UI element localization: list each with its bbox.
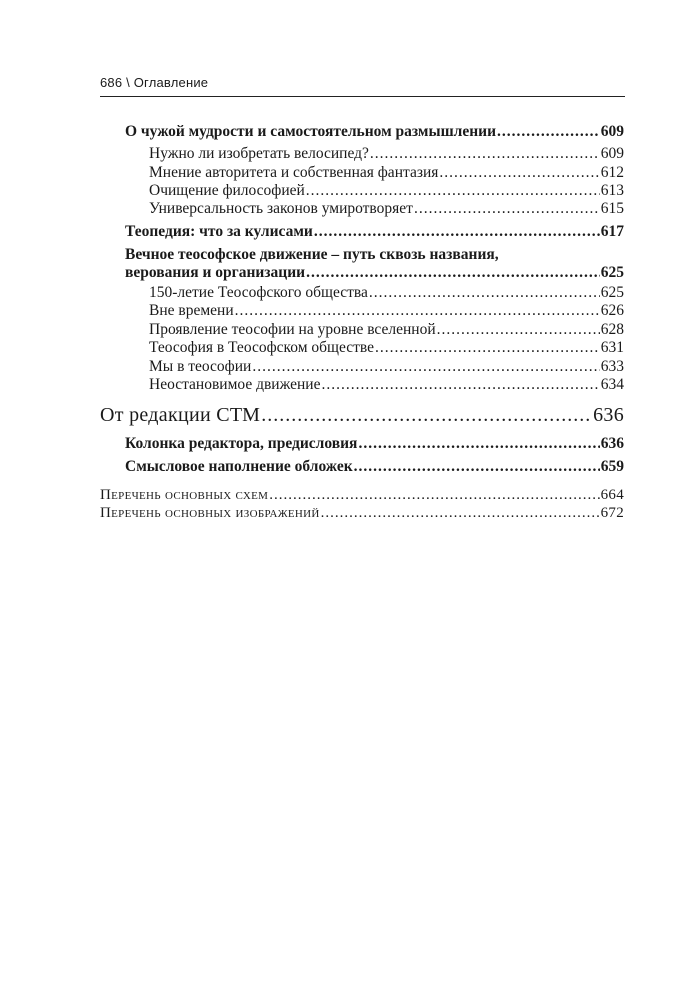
leader-dots	[321, 376, 599, 394]
toc-entry-subsection[interactable]	[149, 164, 624, 182]
toc-entry-title: О чужой мудрости и самостоятельном размышлении	[125, 123, 497, 140]
toc-entry-chapter[interactable]	[125, 458, 624, 476]
toc-entry-title: Смысловое наполнение обложек	[125, 458, 353, 475]
toc-entry-page: 613	[600, 182, 624, 199]
leader-dots	[370, 145, 600, 163]
toc-entry-chapter[interactable]	[125, 123, 624, 141]
leader-dots	[439, 164, 599, 182]
toc-entry-chapter[interactable]	[125, 435, 624, 453]
toc-entry-page: 628	[600, 321, 624, 338]
toc-entry-page: 633	[600, 358, 624, 375]
toc-entry-page: 625	[600, 284, 624, 301]
toc-entry-page: 664	[600, 487, 624, 503]
header-rule	[100, 96, 625, 97]
toc-entry-page: 612	[600, 164, 624, 181]
toc-entry-subsection[interactable]	[149, 358, 624, 376]
leader-dots	[314, 223, 600, 241]
leader-dots	[306, 182, 600, 200]
toc-entry-subsection[interactable]	[149, 145, 624, 163]
toc-entry-page: 631	[600, 339, 624, 356]
toc-entry-page: 617	[600, 223, 624, 240]
toc-entry-title: Нужно ли изобретать велосипед?	[149, 145, 369, 162]
toc-entry-title: 150-летие Теософского общества	[149, 284, 368, 301]
toc-entry-subsection[interactable]	[149, 200, 624, 218]
header-section-title: Оглавление	[133, 75, 209, 90]
leader-dots	[354, 458, 600, 476]
toc-entry-page: 609	[600, 145, 624, 162]
leader-dots	[235, 302, 600, 320]
leader-dots	[321, 505, 600, 522]
toc-entry-part[interactable]	[100, 404, 624, 427]
toc-entry-subsection[interactable]	[149, 376, 624, 394]
leader-dots	[369, 284, 600, 302]
toc-entry-title: верования и организации	[125, 264, 306, 281]
page-number: 686	[100, 75, 123, 90]
leader-dots	[375, 339, 600, 357]
toc-entry-subsection[interactable]	[149, 182, 624, 200]
toc-entry-title: Неостановимое движение	[149, 376, 321, 393]
toc-entry-title: Вне времени	[149, 302, 234, 319]
toc-entry-appendix[interactable]	[100, 505, 624, 522]
toc-entry-appendix[interactable]	[100, 487, 624, 504]
toc-entry-page: 615	[600, 200, 624, 217]
toc-entry-title: Очищение философией	[149, 182, 305, 199]
toc-entry-title: Универсальность законов умиротворяет	[149, 200, 413, 217]
toc-entry-title: Колонка редактора, предисловия	[125, 435, 358, 452]
toc-entry-subsection[interactable]	[149, 284, 624, 302]
toc-entry-title: Перечень основных изображений	[100, 505, 320, 521]
toc-entry-title: Теопедия: что за кулисами	[125, 223, 313, 240]
toc-entry-page: 636	[600, 435, 624, 452]
toc-entry-title: От редакции СТМ	[100, 404, 261, 426]
leader-dots	[414, 200, 600, 218]
toc-entry-page: 659	[600, 458, 624, 475]
header-separator: \	[126, 75, 130, 90]
toc-entry-title: Мы в теософии	[149, 358, 252, 375]
toc-entry-page: 672	[600, 505, 624, 521]
toc-entry-chapter[interactable]	[125, 223, 624, 241]
toc-entry-subsection[interactable]	[149, 321, 624, 339]
leader-dots	[269, 487, 599, 504]
leader-dots	[261, 404, 592, 427]
toc-entry-page: 636	[593, 404, 624, 426]
leader-dots	[497, 123, 600, 141]
toc-entry-chapter-title-line[interactable]: Вечное теософское движение – путь сквозь названия,	[125, 246, 499, 263]
toc-entry-page: 625	[600, 264, 624, 281]
running-head	[100, 75, 624, 90]
toc-entry-subsection[interactable]	[149, 302, 624, 320]
toc-entry-chapter[interactable]	[125, 264, 624, 282]
toc-entry-page: 609	[600, 123, 624, 140]
toc-entry-subsection[interactable]	[149, 339, 624, 357]
leader-dots	[306, 264, 600, 282]
toc-entry-title: Теософия в Теософском обществе	[149, 339, 374, 356]
leader-dots	[358, 435, 599, 453]
leader-dots	[437, 321, 600, 339]
toc-entry-title: Мнение авторитета и собственная фантазия	[149, 164, 439, 181]
toc-entry-page: 626	[600, 302, 624, 319]
toc-entry-title: Перечень основных схем	[100, 487, 269, 503]
toc-entry-page: 634	[600, 376, 624, 393]
leader-dots	[252, 358, 599, 376]
toc-entry-title: Проявление теософии на уровне вселенной	[149, 321, 436, 338]
